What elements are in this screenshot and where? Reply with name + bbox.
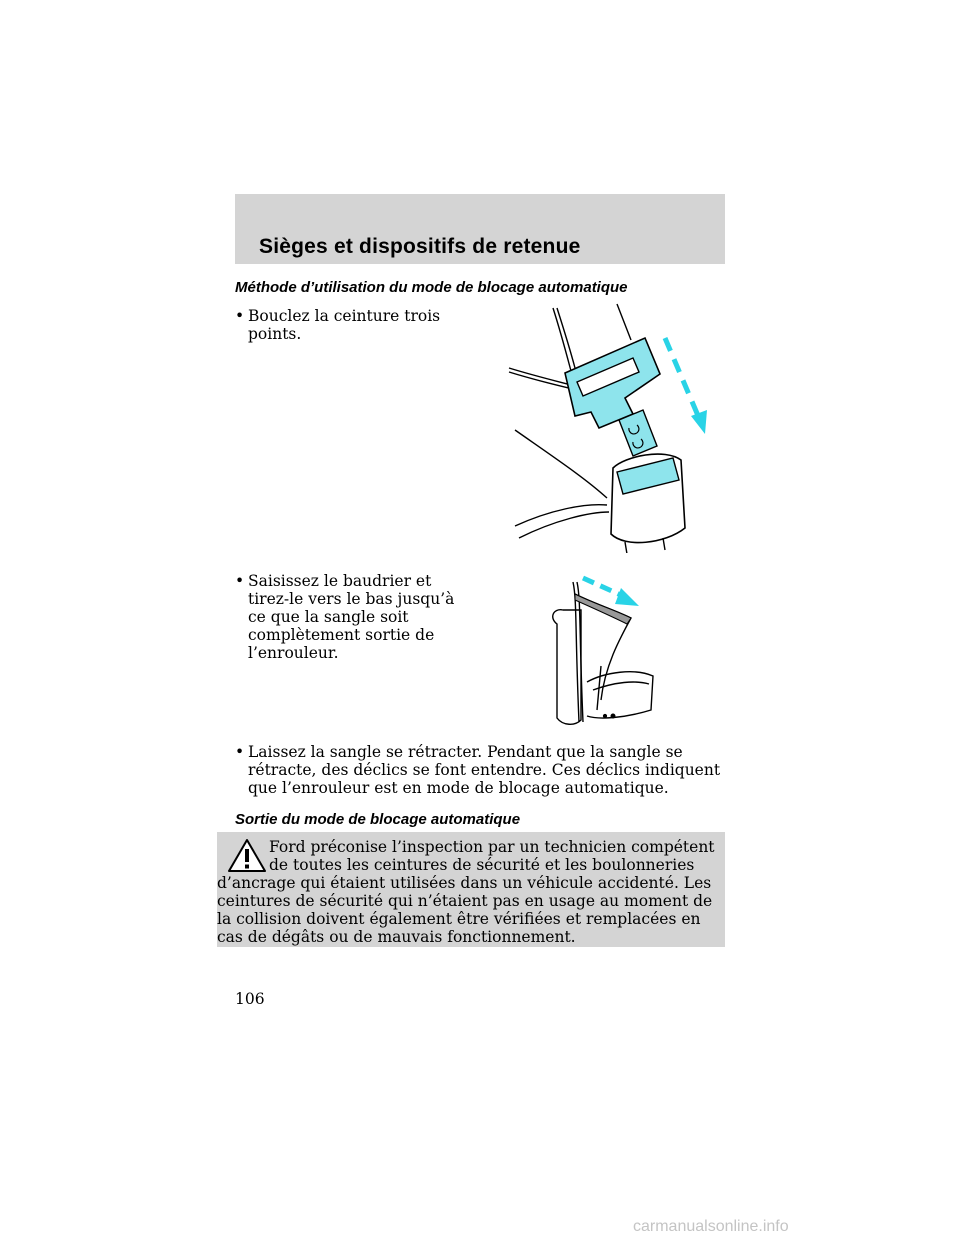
warning-box [217, 832, 725, 947]
subheading-auto-lock-method: Méthode d’utilisation du mode de blocage automatique [235, 279, 628, 296]
bullet-item-1 [235, 307, 475, 343]
bullet-text: Saisissez le baudrier et tirez-le vers le bas jusqu’à ce que la sangle soit complètement sortie de l’enrouleur. [248, 572, 455, 662]
bullet-dot: • [235, 307, 245, 325]
subheading-auto-lock-exit: Sortie du mode de blocage automatique [235, 811, 521, 828]
page-number: 106 [235, 990, 265, 1008]
bullet-item-2 [235, 572, 475, 662]
section-header-band [235, 194, 725, 264]
warning-icon-spacer [217, 838, 269, 874]
warning-text-content: Ford préconise l’inspection par un technicien compétent de toutes les ceintures de sécurité et les boulonneries d’ancrage qui étaient utilisées dans un véhicule accidenté. Les ceintures de sécurité qui n’étaient pas en usage au moment de la collision doivent également être vérifiées et remplacées en cas de dégâts ou de mauvais fonctionnement. [217, 838, 715, 946]
seat-shoulder-belt-illustration [535, 570, 665, 740]
section-title: Sièges et dispositifs de retenue [259, 235, 581, 258]
seatbelt-buckle-illustration [505, 298, 725, 553]
bullet-dot: • [235, 743, 245, 761]
warning-text [217, 838, 717, 946]
bullet-item-3 [235, 743, 725, 797]
bullet-text: Laissez la sangle se rétracter. Pendant que la sangle se rétracte, des déclics se font entendre. Ces déclics indiquent que l’enrouleur est en mode de blocage automatique. [248, 743, 721, 797]
bullet-text: Bouclez la ceinture trois points. [248, 307, 441, 343]
watermark[interactable]: carmanualsonline.info [633, 1218, 789, 1235]
bullet-dot: • [235, 572, 245, 590]
